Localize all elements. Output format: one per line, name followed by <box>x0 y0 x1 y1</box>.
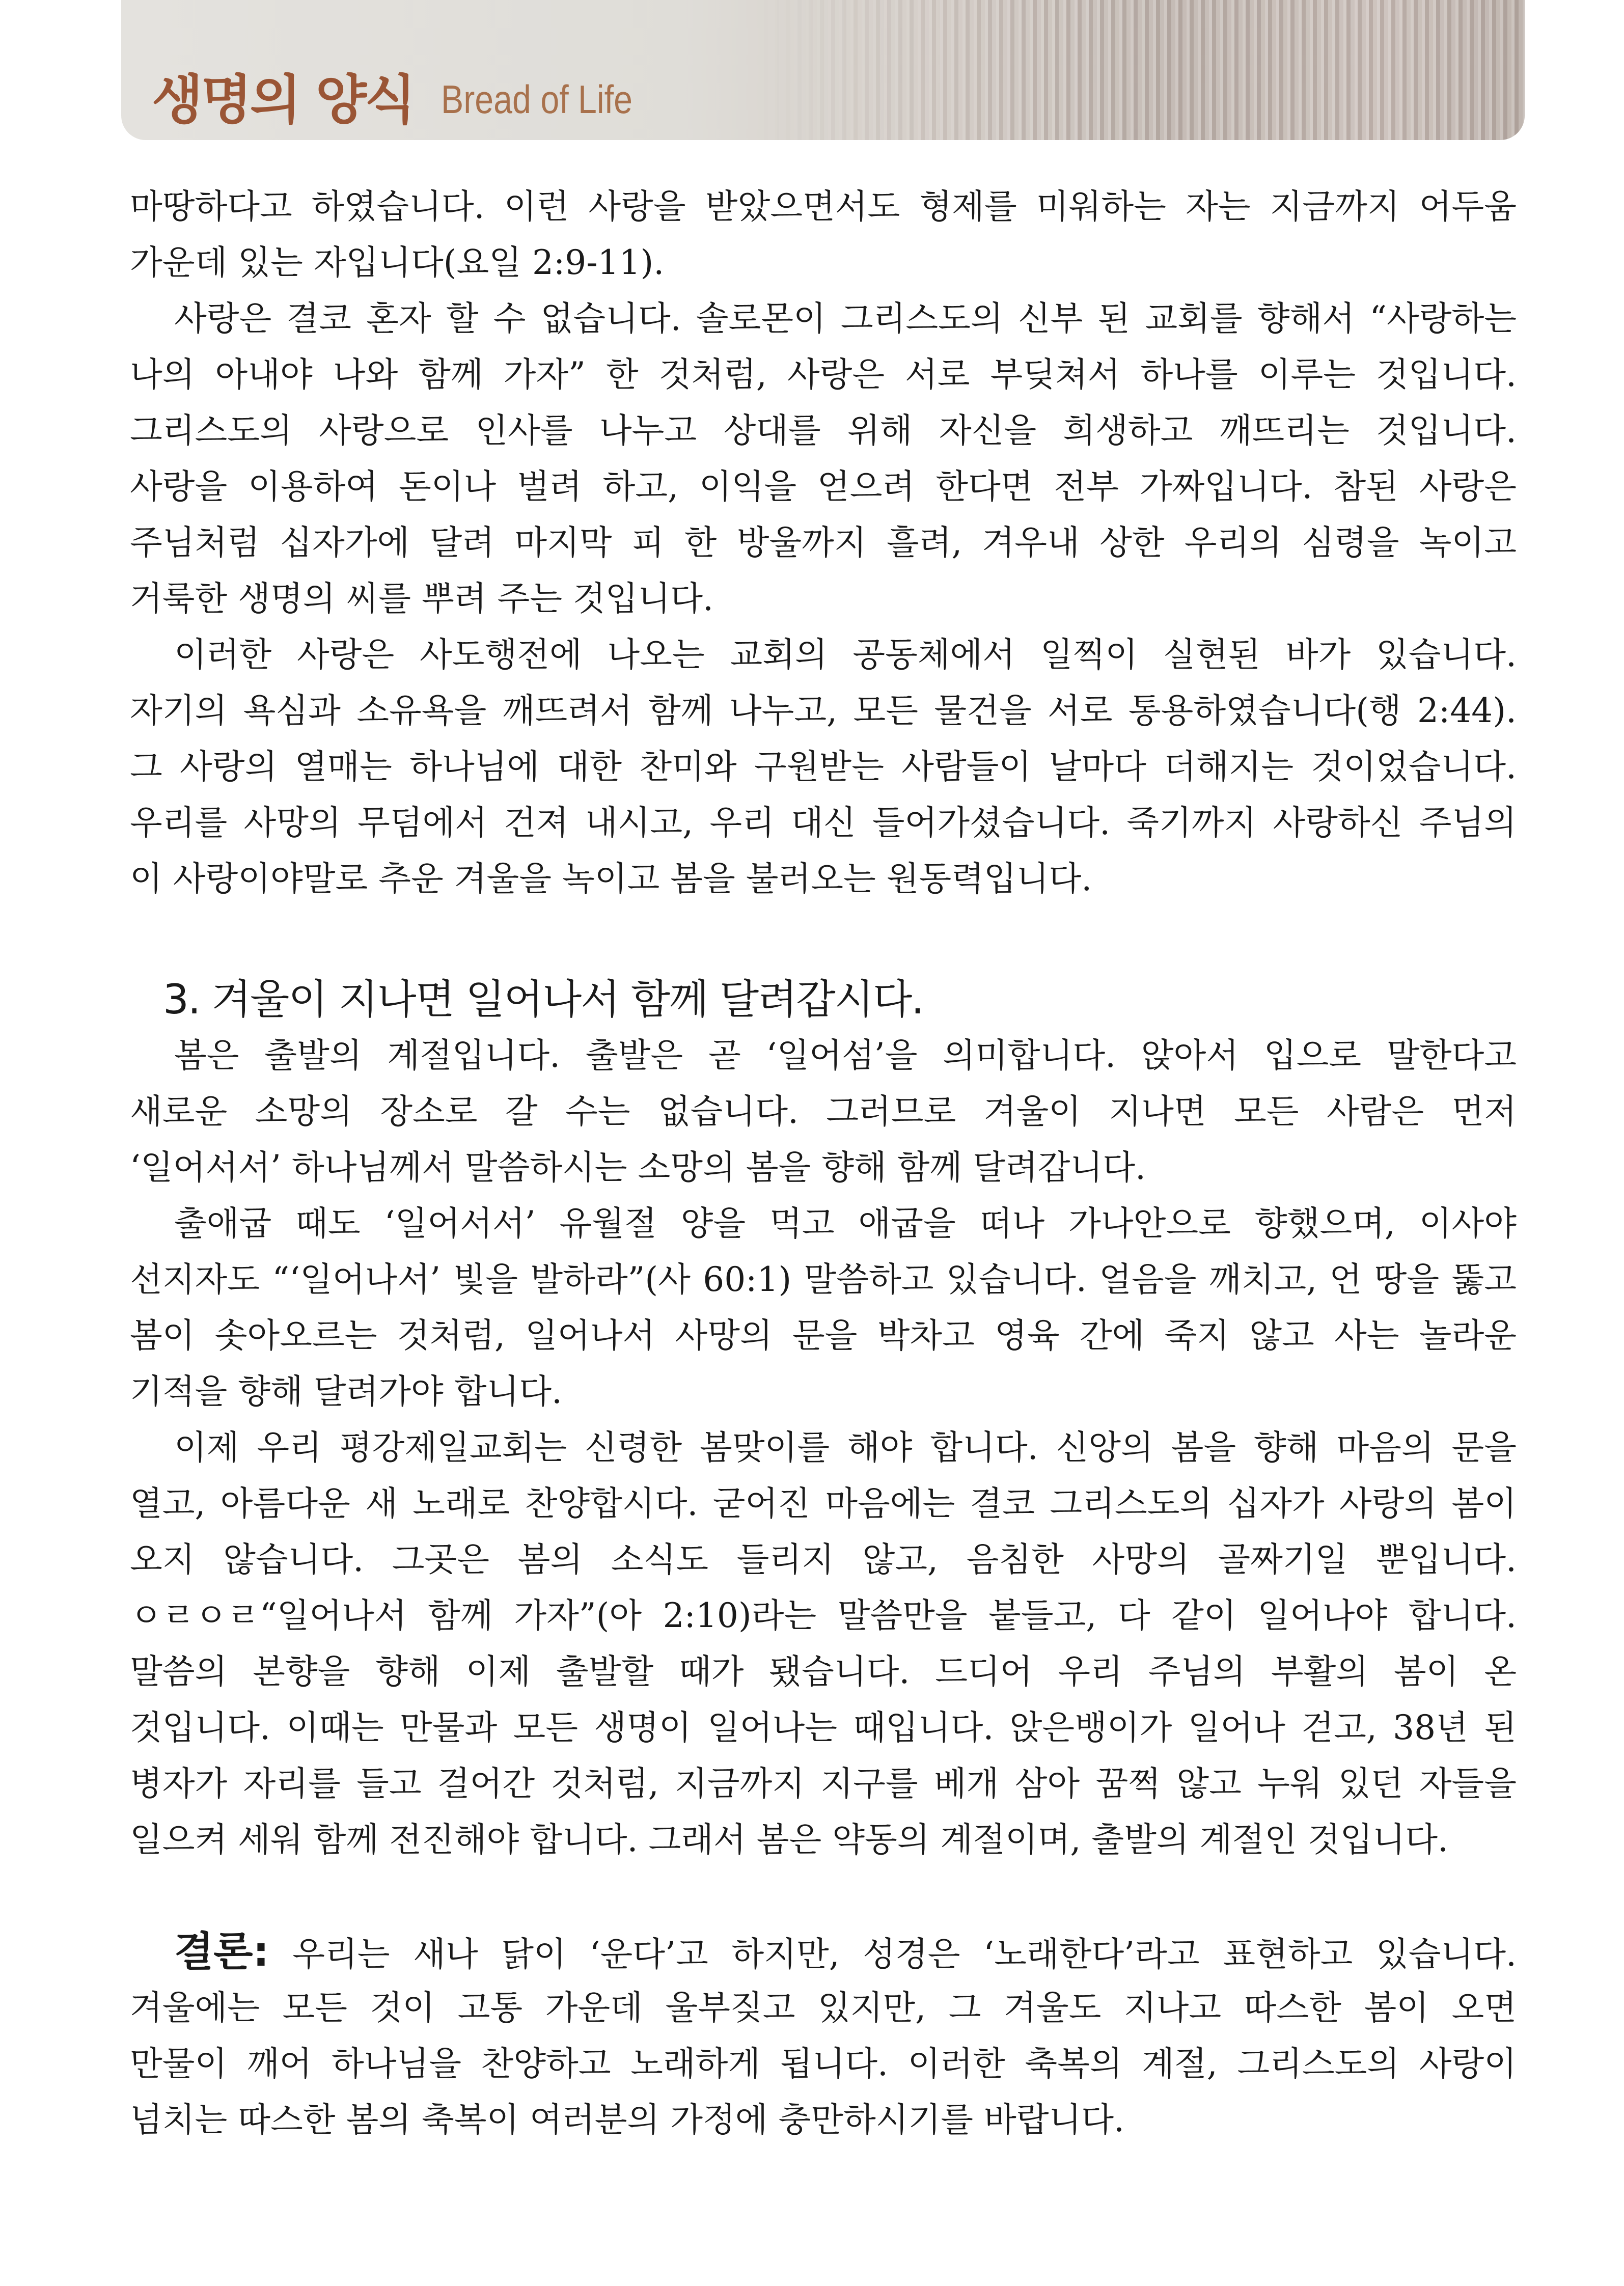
conclusion-first-line <box>130 1924 1517 1980</box>
text-line: 사랑은 결코 혼자 할 수 없습니다. 솔로몬이 그리스도의 신부 된 교회를 향해서 “사랑하는 <box>174 299 1517 338</box>
paragraph <box>130 179 1517 291</box>
section-heading: 3. 겨울이 지나면 일어나서 함께 달려갑시다. <box>163 976 923 1023</box>
text-line: 이제 우리 평강제일교회는 신령한 봄맞이를 해야 합니다. 신앙의 봄을 향해 마음의 문을 <box>174 1428 1517 1467</box>
text-line: 넘치는 따스한 봄의 축복이 여러분의 가정에 충만하시기를 바랍니다. <box>130 2100 1125 2139</box>
page-header-banner <box>121 0 1525 140</box>
paragraph <box>130 627 1517 907</box>
text-line: 만물이 깨어 하나님을 찬양하고 노래하게 됩니다. 이러한 축복의 계절, 그리스도의 사랑이 <box>130 2044 1517 2083</box>
text-line: 말씀의 본향을 향해 이제 출발할 때가 됐습니다. 드디어 우리 주님의 부활의 봄이 온 <box>130 1652 1517 1691</box>
text-line: 가운데 있는 자입니다(요일 2:9-11). <box>130 243 665 282</box>
text-line: 기적을 향해 달려가야 합니다. <box>130 1372 562 1411</box>
text-line: 봄이 솟아오르는 것처럼, 일어나서 사망의 문을 박차고 영육 간에 죽지 않고 사는 놀라운 <box>130 1316 1517 1355</box>
text-line: ㅇㄹㅇㄹ“일어나서 함께 가자”(아 2:10)라는 말씀만을 붙들고, 다 같이 일어나야 합니다. <box>130 1596 1517 1635</box>
text-line: 마땅하다고 하였습니다. 이런 사랑을 받았으면서도 형제를 미워하는 자는 지금까지 어두움 <box>130 187 1517 226</box>
header-background-image <box>761 0 1525 140</box>
paragraphs-before-heading <box>130 179 1517 907</box>
text-line: 오지 않습니다. 그곳은 봄의 소식도 들리지 않고, 음침한 사망의 골짜기일 뿐입니다. <box>130 1540 1517 1579</box>
text-line: 그리스도의 사랑으로 인사를 나누고 상대를 위해 자신을 희생하고 깨뜨리는 것입니다. <box>130 411 1517 450</box>
text-line: 주님처럼 십자가에 달려 마지막 피 한 방울까지 흘려, 겨우내 상한 우리의 심령을 녹이고 <box>130 523 1517 562</box>
text-line: 병자가 자리를 들고 걸어간 것처럼, 지금까지 지구를 베개 삼아 꿈쩍 않고 누워 있던 자들을 <box>130 1764 1517 1803</box>
text-line: 선지자도 “‘일어나서’ 빛을 발하라”(사 60:1) 말씀하고 있습니다. 얼음을 깨치고, 언 땅을 뚫고 <box>130 1260 1517 1299</box>
section-subtitle: Bread of Life <box>441 77 632 122</box>
paragraphs-after-heading <box>130 1028 1517 1868</box>
text-line: 나의 아내야 나와 함께 가자” 한 것처럼, 사랑은 서로 부딪쳐서 하나를 이루는 것입니다. <box>130 355 1517 394</box>
text-line: 이 사랑이야말로 추운 겨울을 녹이고 봄을 불러오는 원동력입니다. <box>130 859 1092 898</box>
paragraph <box>130 1420 1517 1868</box>
paragraph <box>130 1028 1517 1196</box>
paragraph <box>130 1196 1517 1420</box>
text-line: 겨울에는 모든 것이 고통 가운데 울부짖고 있지만, 그 겨울도 지나고 따스한 봄이 오면 <box>130 1988 1517 2027</box>
text-line: 출애굽 때도 ‘일어서서’ 유월절 양을 먹고 애굽을 떠나 가나안으로 향했으며, 이사야 <box>174 1204 1517 1243</box>
text-line: 봄은 출발의 계절입니다. 출발은 곧 ‘일어섬’을 의미합니다. 앉아서 입으로 말한다고 <box>174 1036 1517 1075</box>
article-body <box>130 179 1517 2148</box>
text-line: 거룩한 생명의 씨를 뿌려 주는 것입니다. <box>130 579 713 618</box>
paragraph <box>130 291 1517 627</box>
conclusion-label: 결론: <box>174 1928 269 1975</box>
conclusion-paragraph <box>130 1924 1517 2148</box>
text-line: 사랑을 이용하여 돈이나 벌려 하고, 이익을 얻으려 한다면 전부 가짜입니다. 참된 사랑은 <box>130 467 1517 506</box>
text-line: 이러한 사랑은 사도행전에 나오는 교회의 공동체에서 일찍이 실현된 바가 있습니다. <box>174 635 1517 674</box>
section-title: 생명의 양식 <box>152 69 414 131</box>
text-line: 것입니다. 이때는 만물과 모든 생명이 일어나는 때입니다. 앉은뱅이가 일어나 걷고, 38년 된 <box>130 1708 1517 1747</box>
text-line: 일으켜 세워 함께 전진해야 합니다. 그래서 봄은 약동의 계절이며, 출발의 계절인 것입니다. <box>130 1820 1448 1859</box>
text-line: 열고, 아름다운 새 노래로 찬양합시다. 굳어진 마음에는 결코 그리스도의 십자가 사랑의 봄이 <box>130 1484 1517 1523</box>
text-line: 우리를 사망의 무덤에서 건져 내시고, 우리 대신 들어가셨습니다. 죽기까지 사랑하신 주님의 <box>130 803 1517 842</box>
text-line: 자기의 욕심과 소유욕을 깨뜨려서 함께 나누고, 모든 물건을 서로 통용하였습니다(행 2:44). <box>130 691 1517 730</box>
text-line: 새로운 소망의 장소로 갈 수는 없습니다. 그러므로 겨울이 지나면 모든 사람은 먼저 <box>130 1092 1517 1131</box>
text-line: 그 사랑의 열매는 하나님에 대한 찬미와 구원받는 사람들이 날마다 더해지는 것이었습니다. <box>130 747 1517 786</box>
text-line: ‘일어서서’ 하나님께서 말씀하시는 소망의 봄을 향해 함께 달려갑니다. <box>130 1148 1146 1187</box>
conclusion-first-line-text: 우리는 새나 닭이 ‘운다’고 하지만, 성경은 ‘노래한다’라고 표현하고 있습니다. <box>269 1935 1517 1974</box>
